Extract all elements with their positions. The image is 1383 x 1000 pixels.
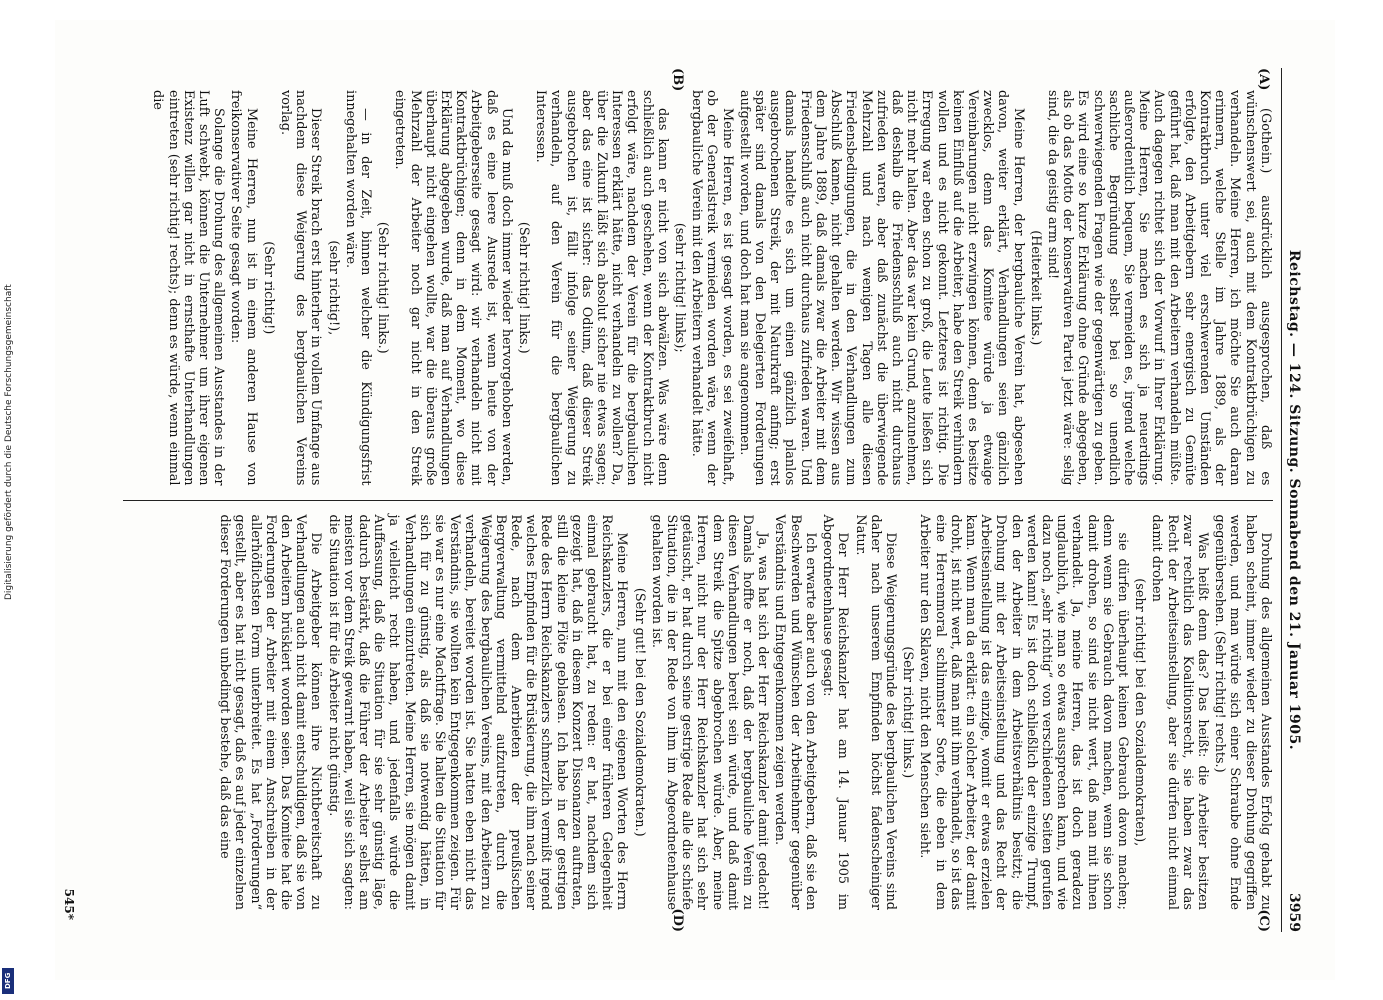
page-signature: 545* — [62, 888, 77, 920]
document-page — [55, 20, 1335, 980]
paragraph: Meine Herren, es ist gesagt worden, es sei zweifelhaft, ob der Generalstreik vermieden worden wäre, wenn der bergbauliche Verein mit den Arbeitern verhandelt hätte. — [689, 90, 735, 486]
paragraph: Ja, was hat sich der Herr Reichskanzler damit gedacht! Damals hoffte er noch, daß der bergbauliche Verein zu diesen Verhandlungen bereit sein würde, und daß damit dem Streik die Spitze abgebrochen würde. Aber, meine Herren, nicht nur der Herr Reichskanzler hat sich sehr getäuscht, er hat durch seine gestrige Rede alle die schiefe Situation, die in der Rede von ihm im Abgeordnetenhause gehalten worden ist. — [648, 514, 771, 910]
paragraph: Diese Weigerungsgründe des bergbaulichen Vereins sind daher nach unserem Empfinden höchst fadenscheiniger Natur. — [852, 514, 898, 910]
paragraph: das kann er nicht von sich abwälzen. Was wäre denn schließlich auch geschehen, wenn der Kontraktbruch nicht erfolgt wäre, nachdem der Verein für die bergbaulichen Interessen erklärt hätte, nicht verhandeln zu wollen? Da, über die Zukunft läßt sich absolut sicher nie etwas sagen; aber das eine ist sicher: das Odium, daß dieser Streik ausgebrochen ist, fällt infolge seiner Weigerung zu verhandeln, auf den Verein für die bergbaulichen Interessen. — [533, 90, 670, 486]
margin-mark-a: (A) — [1255, 68, 1271, 91]
paragraph: (Heiterkeit links.) — [1027, 230, 1043, 346]
paragraph: Meine Herren, nun mit den eigenen Worten des Herrn Reichskanzlers, die er bei einer früheren Gelegenheit einmal gebraucht hat, zu reden: er hat, nachdem sich gezeigt hat, daß in diesem Konzert Dissonanzen auftraten, still die kleine Flöte geblasen. Ich habe in der gestrigen Rede des Herrn Reichskanzlers schmerzlich vermißt irgend welches Empfinden für die Brüskierung, die ihm nach seiner Rede, nach dem Anerbieten der preußischen Bergverwaltung vermittelnd aufzutreten, durch die Weigerung des bergbaulichen Vereins, mit den Arbeitern zu verhandeln, bereitet worden ist. Sie hatten eben nicht das Verständnis, sie wollten kein Entgegenkommen zeigen. Für sie war es nur eine Machtfrage. Sie halten die Situation für sich für zu günstig, als daß sie notwendig hätten, in Verhandlungen einzutreten. Meine Herren, sie mögen damit ja vielleicht recht haben, und jedenfalls würde die Auffassung, daß die Situation für sie sehr günstig läge, dadurch bestärkt, daß die Führer der Arbeiter selbst am meisten vor dem Streik gewarnt haben, weil sie sich sagten: die Situation ist für die Arbeiter nicht günstig. — [325, 514, 630, 910]
right-column-paragraphs — [217, 515, 1273, 911]
paragraph: Die Arbeitgeber können ihre Nichtbereitschaft zu Verhandlungen auch nicht damit entschuldigen, daß sie von den Arbeitern brüskiert worden seien. Das Komitee hat die Forderungen der Arbeiter mit einem Anschreiben in der allerhöflichsten Form unterbreitet. Es hat „Forderungen“ gestellt, aber es hat nicht gesagt, daß es auf jeder einzelnen dieser Forderungen unbedingt bestehe, daß das eine — [217, 514, 324, 910]
page-number: 3959 — [1286, 893, 1302, 932]
paragraph: — in der Zeit, binnen welcher die Kündigungsfrist innegehalten worden wäre. — [342, 90, 374, 486]
paragraph: (sehr richtig! links); — [672, 222, 688, 353]
digitization-note: Digitalisierung gefördert durch die Deutsche Forschungsgemeinschaft — [4, 284, 14, 600]
paragraph: Und da muß doch immer wieder hervorgehoben werden, daß es eine leere Ausrede ist, wenn heute von der Arbeitgeberseite gesagt wird: wir verhandeln nicht mit Kontraktbrüchigen; denn in dem Moment, wo diese Erklärung abgegeben wurde, daß man auf Verhandlungen überhaupt nicht eingehen wollte, war die überaus große Mehrzahl der Arbeiter noch gar nicht in den Streik eingetreten. — [392, 90, 514, 486]
paragraph: sie dürfen überhaupt keinen Gebrauch davon machen; denn wenn sie Gebrauch davon machen, wenn sie schon damit drohen, so sind sie nicht wert, daß man mit ihnen verhandelt. Ja, meine Herren, das ist doch geradezu unglaublich, wie man so etwas aussprechen kann, und wie dazu noch „sehr richtig“ von verschiedenen Seiten gerufen werden kann! Es ist doch schließlich der einzige Trumpf, den der Arbeiter in dem Arbeitsverhältnis besitzt; die Drohung mit der Arbeitseinstellung und das Recht der Arbeitseinstellung ist das einzige, womit er etwas erzielen kann. Wenn man da erklärt: ein solcher Arbeiter, der damit droht, ist nicht wert, daß man mit ihm verhandelt, so ist das eine Herrenmoral schlimmster Sorte, die eben in dem Arbeiter nur den Sklaven, nicht den Menschen sieht. — [917, 514, 1130, 910]
paragraph: Solange die Drohung des allgemeinen Ausstandes in der Luft schwebt, können die Unternehmer um ihrer eigenen Existenz willen gar nicht in ernsthafte Unterhandlungen eintreten (sehr richtig! rechts); denn es würde, wenn einmal die — [150, 90, 227, 486]
paragraph: Drohung des allgemeinen Ausstandes Erfolg gehabt zu haben scheint, immer wieder zu dieser Drohung gegriffen werden, und man würde sich einer Schraube ohne Ende gegenübersehen. (Sehr richtig! rechts.) — [1212, 514, 1273, 910]
paragraph: (Sehr richtig! links.) — [900, 646, 916, 779]
running-header — [1281, 68, 1301, 932]
right-column — [123, 501, 1273, 933]
paragraph: (Sehr richtig! links.) — [516, 221, 532, 354]
paragraph: Was heißt denn das? Das heißt: die Arbeiter besitzen zwar rechtlich das Koalitionsrecht, sie haben zwar das Recht der Arbeitseinstellung, aber sie dürfen nicht einmal damit drohen — [1149, 514, 1210, 910]
paragraph: Meine Herren, der bergbauliche Verein hat, abgesehen davon, weiter erklärt, Verhandlungen seien gänzlich zwecklos, denn das Komitee würde ja etwaige Vereinbarungen nicht erzwingen können, denn es besitze keinen Einfluß auf die Arbeiter, habe den Streik verhindern wollen und es nicht gekonnt. Letzteres ist richtig. Die Erregung war eben schon zu groß, die Leute ließen sich nicht mehr halten. Aber das war kein Grund, anzunehmen, daß deshalb die Friedensschluß auch nicht durchaus zufrieden waren, aber daß zunächst die überwiegende Mehrzahl und nach wenigen Tagen alle diesen Friedensbedingungen, die in den Verhandlungen zum Abschluß kamen, nicht gehalten werden. Wir wissen aus dem Jahre 1889, daß damals zwar die Arbeiter mit dem Friedensschluß auch nicht durchaus zufrieden waren. Und damals handelte es sich um einen gänzlich planlos ausgebrochenen Streik, der mit Naturkraft anfing; erst später sind damals von den Delegierten Forderungen aufgestellt worden, und doch hat man sie angenommen. — [736, 90, 1026, 486]
margin-mark-b: (B) — [669, 68, 685, 92]
dfg-logo: DFG — [2, 968, 14, 994]
paragraph: Meine Herren, nun ist in einem anderen Hause von freikonservativer Seite gesagt worden: — [228, 90, 259, 486]
paragraph: Der Herr Reichskanzler hat am 14. Januar 1905 im Abgeordnetenhause gesagt: — [820, 514, 851, 910]
paragraph: (Sehr richtig!) — [260, 241, 276, 335]
paragraph: (sehr richtig!), — [325, 240, 341, 336]
paragraph: Ich erwarte aber auch von den Arbeitgebern, daß sie den Beschwerden und Wünschen der Arbeitnehmer gegenüber Verständnis und Entgegenkommen zeigen werden. — [772, 514, 818, 910]
left-column-paragraphs — [150, 90, 1273, 486]
paragraph: (Gothein.) ausdrücklich ausgesprochen, daß es wünschenswert sei, auch mit dem Kontraktbrüchigen zu verhandeln. Meine Herren, ich möchte Sie auch daran erinnern, welche Stelle im Jahre 1889, als der Kontraktbruch unter viel erschwerenden Umständen erfolgte, den Arbeitgebern sehr energisch zu Gemüte geführt hat, daß man mit den Arbeitern verhandeln müßte. Auch dagegen richtet sich der Vorwurf in Ihrer Erklärung. Meine Herren, Sie machen es sich ja neuerdings außerordentlich bequem, Sie vermeiden es, irgend welche sachliche Begründung selbst bei so unendlich schwerwiegenden Fragen wie der gegenwärtigen zu geben. Es wird eine so kurze Erklärung ohne Gründe abgegeben, als ob das Motto der konservativen Partei jetzt wäre: selig sind, die da geistig arm sind! — [1044, 90, 1273, 486]
margin-mark-c: (C) — [1255, 909, 1271, 932]
margin-mark-d: (D) — [669, 908, 685, 932]
paragraph: (Sehr gut! bei den Sozialdemokraten.) — [631, 587, 647, 837]
paragraph: Dieser Streik brach erst hinterher in vollem Umfange aus nachdem diese Weigerung des bergbaulichen Vereins vorlag. — [278, 90, 324, 486]
text-columns — [123, 68, 1273, 932]
paragraph: (sehr richtig! bei den Sozialdemokraten), — [1132, 578, 1148, 847]
paragraph: (Sehr richtig! links.) — [375, 221, 391, 354]
header-title: Reichstag. — 124. Sitzung. Sonnabend den 21. Januar 1905. — [1286, 249, 1302, 751]
left-column — [123, 68, 1273, 500]
